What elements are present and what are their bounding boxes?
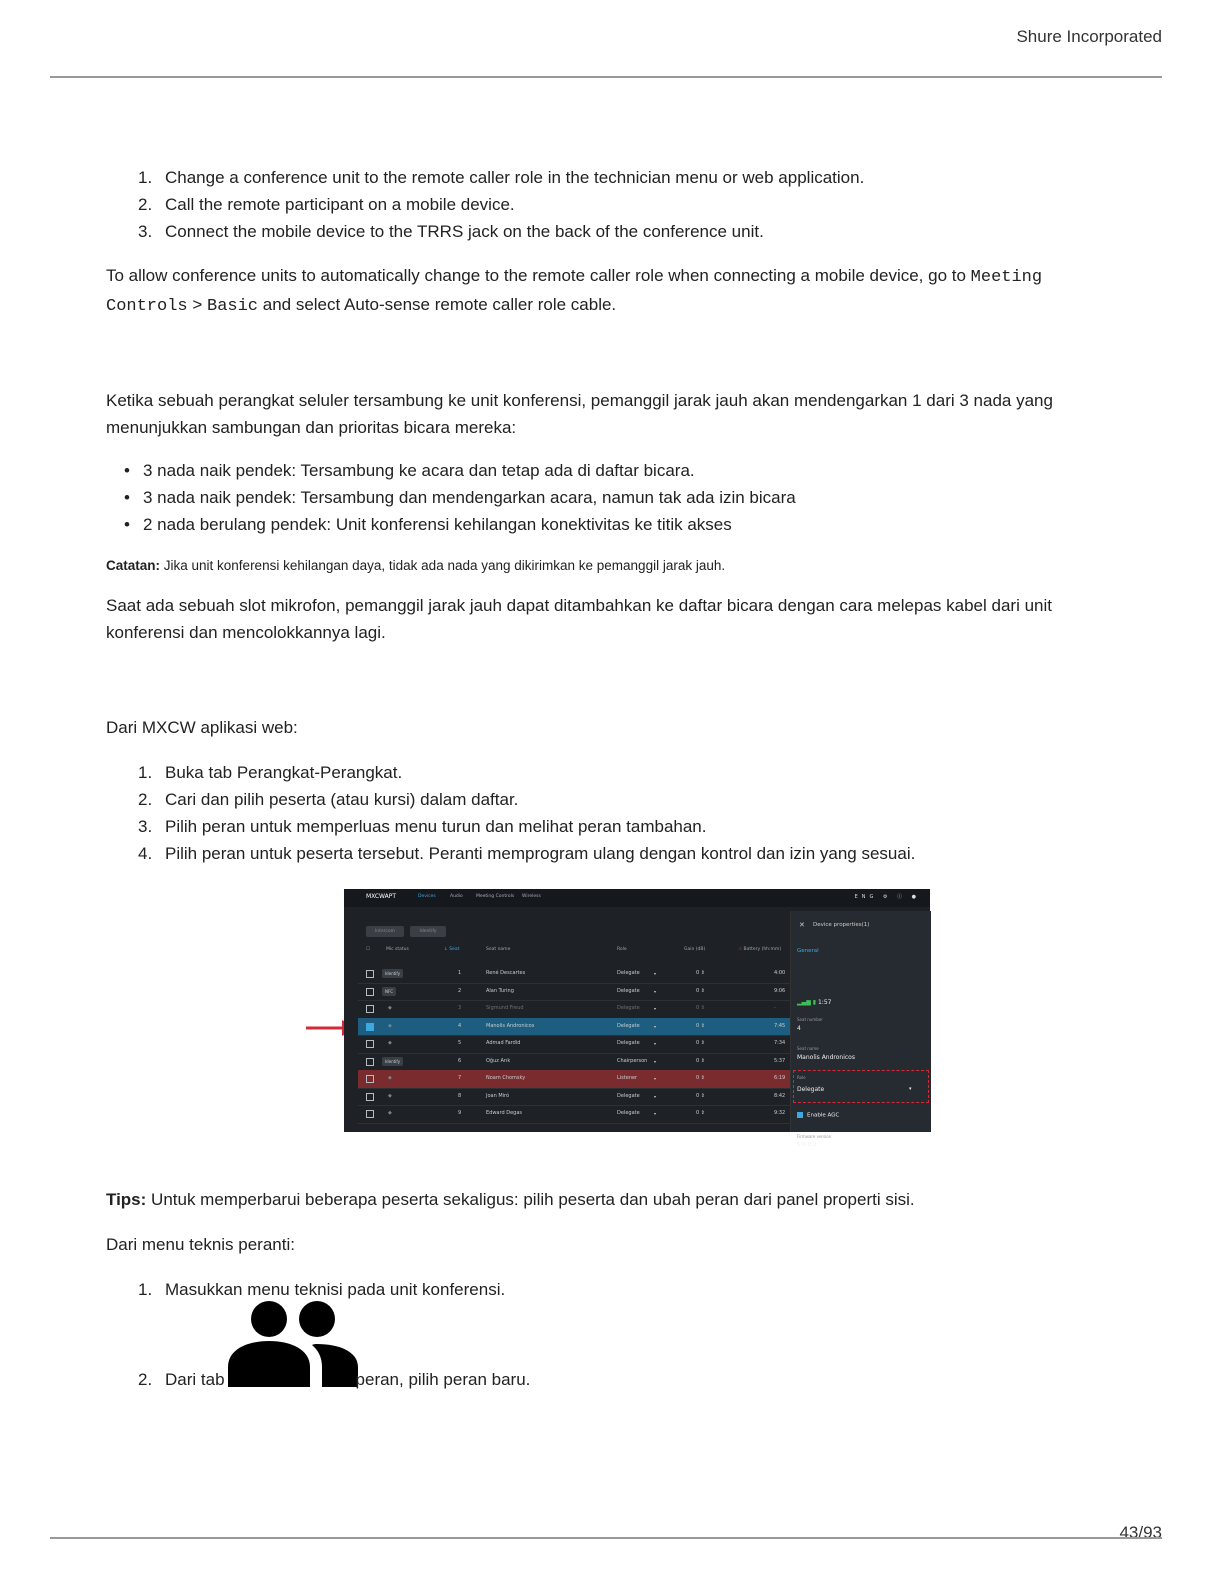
list-item: 2. Call the remote participant on a mobile device. (138, 195, 515, 214)
table-row[interactable] (358, 1088, 790, 1107)
table-row[interactable] (358, 965, 790, 984)
intercom-button[interactable]: Intercom (366, 926, 404, 937)
tech-intro: Dari menu teknis peranti: (106, 1235, 295, 1254)
table-row[interactable] (358, 1018, 790, 1037)
tones-intro: Ketika sebuah perangkat seluler tersambung ke unit konferensi, pemanggil jarak jauh akan mendengarkan 1 dari 3 nada yang menunjukkan sambungan dan prioritas bicara mereka: (106, 391, 1053, 437)
table-row[interactable] (358, 1035, 790, 1054)
list-item: 2. Dari tab peran, pilih peran baru. (138, 1370, 531, 1389)
page-number: 43/93 (1119, 1523, 1162, 1542)
app-screenshot (344, 889, 930, 1148)
table-row[interactable] (358, 1105, 790, 1124)
chevron-down-icon[interactable]: ▾ (654, 988, 657, 994)
battery-value: 7:34 (774, 1040, 786, 1046)
tones-list (106, 457, 1106, 538)
device-properties-panel (790, 911, 931, 1148)
tips-label: Tips: (106, 1190, 147, 1209)
chevron-down-icon[interactable]: ▾ (654, 1076, 657, 1081)
chevron-down-icon[interactable]: ▾ (654, 1006, 657, 1011)
note: Catatan: Jika unit konferensi kehilangan daya, tidak ada nada yang dikirimkan ke pemanggil jarak jauh. (106, 558, 726, 573)
seat-name: René Descartes (486, 970, 526, 976)
signal-icon: ▂▄▆ ▮ (797, 999, 817, 1006)
role-dropdown[interactable]: Delegate (617, 987, 640, 994)
battery-value: 9:32 (774, 1110, 786, 1116)
seat-name: Oğuz Arık (486, 1057, 511, 1064)
seat-number-label: Seat number (797, 1017, 823, 1022)
firmware-version: 1.0.0.2 (797, 1142, 817, 1148)
list-item: • 3 nada naik pendek: Tersambung dan mendengarkan acara, namun tak ada izin bicara (124, 488, 796, 507)
header-rule (50, 76, 1162, 78)
col-battery: ⚠ Battery (hh:mm) (738, 947, 782, 952)
app-topbar (344, 889, 930, 907)
seat-name: Edward Degas (486, 1110, 522, 1116)
checkbox-checked-icon (797, 1112, 803, 1118)
battery-value: 7:45 (774, 1022, 786, 1029)
tab-wireless[interactable]: Wireless (522, 894, 541, 899)
chevron-down-icon[interactable]: ▾ (654, 1023, 657, 1029)
seat-name: Sigmund Freud (486, 1005, 524, 1011)
seat-number: 2 (458, 987, 462, 994)
firmware-label: Firmware version (797, 1134, 832, 1139)
mic-status-badge[interactable]: NFC (382, 987, 396, 996)
chevron-down-icon[interactable]: ▾ (654, 971, 657, 976)
footer-rule (50, 1537, 1162, 1539)
code-basic: Basic (207, 297, 259, 316)
seat-number: 3 (458, 1005, 462, 1011)
row-checkbox[interactable] (366, 1093, 374, 1101)
web-intro: Dari MXCW aplikasi web: (106, 718, 298, 737)
battery-value: - (774, 1005, 776, 1011)
battery-value: 8:42 (774, 1092, 786, 1099)
note-label: Catatan: (106, 558, 161, 573)
row-checkbox[interactable] (366, 1075, 374, 1083)
battery-value: 9:06 (774, 987, 786, 994)
list-item: • 3 nada naik pendek: Tersambung ke acara dan tetap ada di daftar bicara. (124, 461, 695, 480)
row-checkbox[interactable] (366, 1110, 374, 1118)
row-checkbox[interactable] (366, 970, 374, 978)
gain-value[interactable]: 0 ⇕ (696, 970, 705, 976)
battery-value: 6:19 (774, 1075, 786, 1081)
list-item: 1. Masukkan menu teknisi pada unit konferensi. (138, 1280, 506, 1299)
chevron-down-icon[interactable]: ▾ (909, 1086, 912, 1092)
language-label[interactable]: ENG ⚙ ⓘ ● (854, 894, 920, 900)
seat-number: 9 (458, 1110, 462, 1116)
panel-title: Device properties(1) (813, 922, 870, 928)
mic-icon: ◆ (388, 1040, 392, 1046)
role-dropdown[interactable]: Chairperson (617, 1057, 648, 1064)
gain-value[interactable]: 0 ⇕ (696, 1040, 705, 1046)
mic-status-badge[interactable]: Identify (382, 969, 403, 978)
chevron-down-icon[interactable]: ▾ (654, 1058, 657, 1064)
list-item: 1. Change a conference unit to the remote caller role in the technician menu or web application. (138, 168, 865, 187)
gain-value[interactable]: 0 ⇕ (696, 1075, 705, 1081)
chevron-down-icon[interactable]: ▾ (654, 1093, 657, 1099)
gain-value[interactable]: 0 ⇕ (696, 1110, 705, 1116)
mic-icon: ◆ (388, 1022, 392, 1029)
seat-number: 1 (458, 970, 462, 976)
mic-icon: ◆ (388, 1005, 392, 1011)
col-seat[interactable]: ↓ Seat (444, 947, 460, 952)
role-dropdown[interactable]: Delegate (617, 1092, 640, 1099)
col-seat-name: Seat name (486, 947, 511, 952)
gain-value[interactable]: 0 ⇕ (696, 1057, 705, 1064)
tab-meeting-controls[interactable]: Meeting Controls (476, 894, 515, 899)
list-item: 2. Cari dan pilih peserta (atau kursi) dalam daftar. (138, 790, 519, 809)
code-meeting-controls: Meeting Controls (106, 268, 1043, 316)
seat-number: 7 (458, 1075, 462, 1081)
seat-name-field[interactable]: Manolis Andronicos (797, 1054, 855, 1061)
table-row[interactable] (358, 983, 790, 1002)
seat-name: Joan Miró (486, 1092, 510, 1099)
table-row[interactable] (358, 1053, 790, 1072)
mic-icon: ◆ (388, 1075, 392, 1081)
connect-steps (106, 164, 1106, 245)
seat-number: 8 (458, 1092, 462, 1099)
mic-status-badge[interactable]: Identify (382, 1057, 403, 1066)
seat-number: 5 (458, 1040, 462, 1046)
web-steps (106, 759, 1106, 867)
role-label: Role (797, 1075, 806, 1080)
tab-audio[interactable]: Audio (450, 894, 463, 899)
col-mic-status: Mic status (386, 947, 409, 952)
row-checkbox[interactable] (366, 1040, 374, 1048)
tips: Tips: Untuk memperbarui beberapa peserta sekaligus: pilih peserta dan ubah peran dari panel properti sisi. (106, 1190, 915, 1209)
seat-name: Manolis Andronicos (486, 1022, 535, 1029)
row-checkbox[interactable] (366, 988, 374, 996)
gain-value[interactable]: 0 ⇕ (696, 1092, 705, 1099)
identify-button[interactable]: Identify (410, 926, 446, 937)
role-dropdown[interactable]: Delegate (617, 970, 640, 976)
chevron-down-icon[interactable]: ▾ (654, 1111, 657, 1116)
mic-icon: ◆ (388, 1110, 392, 1116)
close-icon[interactable]: ✕ (799, 921, 805, 929)
role-dropdown[interactable]: Listener (617, 1075, 638, 1081)
list-item: • 2 nada berulang pendek: Unit konferensi kehilangan konektivitas ke titik akses (124, 515, 732, 534)
role-dropdown[interactable]: Delegate (617, 1110, 640, 1116)
role-select[interactable]: Delegate (797, 1086, 825, 1093)
auto-sense-paragraph: To allow conference units to automatically change to the remote caller role when connecting a mobile device, go to Meeting Controls > Basic and select Auto-sense remote caller role cable. (106, 266, 1043, 316)
slot-paragraph: Saat ada sebuah slot mikrofon, pemanggil jarak jauh dapat ditambahkan ke daftar bicara dengan cara melepas kabel dari unit konferensi dan mencolokkannya lagi. (106, 596, 1052, 642)
row-checkbox[interactable] (366, 1005, 374, 1013)
header-company: Shure Incorporated (1016, 27, 1162, 46)
battery-indicator: ▂▄▆ ▮ 1:57 (797, 999, 832, 1006)
col-role: Role (617, 947, 627, 952)
list-item: 3. Pilih peran untuk memperluas menu turun dan melihat peran tambahan. (138, 817, 707, 836)
role-dropdown[interactable]: Delegate (617, 1005, 640, 1011)
seat-name-label: Seat name (797, 1046, 819, 1051)
table-row[interactable] (358, 1070, 790, 1089)
table-row[interactable] (358, 1000, 790, 1019)
gain-value[interactable]: 0 ⇕ (696, 1005, 705, 1011)
seat-number-field[interactable]: 4 (797, 1025, 801, 1032)
battery-value: 5:37 (774, 1057, 786, 1064)
col-gain: Gain (dB) (684, 947, 706, 952)
list-item: 3. Connect the mobile device to the TRRS jack on the back of the conference unit. (138, 222, 764, 241)
battery-value: 4:00 (774, 970, 786, 976)
role-dropdown[interactable]: Delegate (617, 1022, 640, 1029)
enable-agc-checkbox[interactable]: Enable AGC (797, 1112, 839, 1119)
gain-value[interactable]: 0 ⇕ (696, 1022, 705, 1029)
row-checkbox[interactable] (366, 1058, 374, 1066)
seat-name: Admad Fardid (486, 1040, 521, 1046)
mic-icon: ◆ (388, 1092, 392, 1099)
chevron-down-icon[interactable]: ▾ (654, 1041, 657, 1046)
list-item: 1. Buka tab Perangkat-Perangkat. (138, 763, 403, 782)
row-checkbox[interactable] (366, 1023, 374, 1031)
seat-name: Noam Chomsky (486, 1075, 526, 1081)
header-checkbox[interactable]: ☐ (366, 947, 371, 952)
seat-number: 4 (458, 1022, 462, 1029)
seat-name: Alan Turing (486, 987, 514, 994)
tech-steps-2 (106, 1366, 1106, 1393)
seat-number: 6 (458, 1057, 462, 1064)
app-name: MXCWAPT (366, 893, 397, 900)
gain-value[interactable]: 0 ⇕ (696, 987, 705, 994)
role-dropdown[interactable]: Delegate (617, 1040, 640, 1046)
tab-devices[interactable]: Devices (418, 894, 436, 899)
list-item: 4. Pilih peran untuk peserta tersebut. Peranti memprogram ulang dengan kontrol dan izin yang sesuai. (138, 844, 916, 863)
tab-general[interactable]: General (797, 948, 819, 954)
